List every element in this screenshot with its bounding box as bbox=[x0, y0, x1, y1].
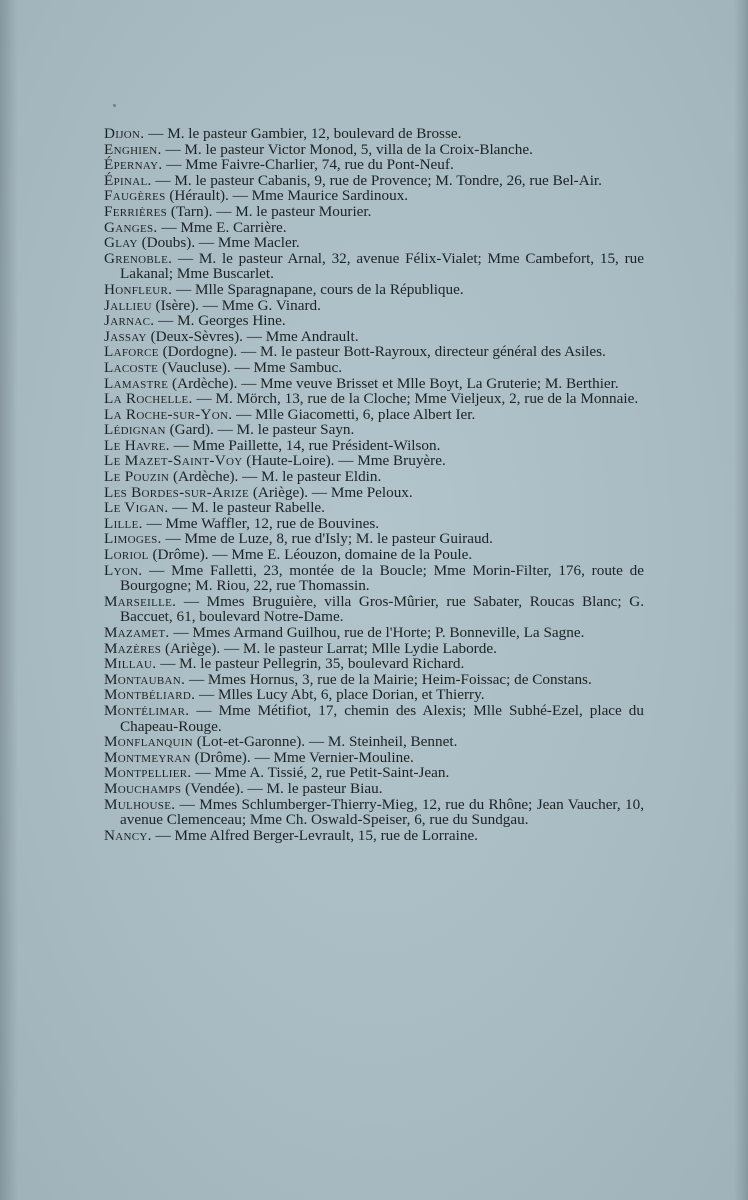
list-entry bbox=[104, 142, 644, 158]
entry-details: — Mme Faivre-Charlier, 74, rue du Pont-Neuf. bbox=[162, 156, 454, 174]
entry-details: (Deux-Sèvres). — Mme Andrault. bbox=[146, 327, 359, 345]
entry-details: — Mmes Schlumberger-Thierry-Mieg, 12, rue du Rhône; Jean Vaucher, 10, avenue Clemenceau; Mme Ch. Oswald-Speiser, 6, rue du Sundgau. bbox=[120, 795, 644, 829]
town-name: Marseille. bbox=[104, 592, 177, 610]
list-entry bbox=[104, 765, 644, 781]
town-name: Mulhouse. bbox=[104, 795, 176, 813]
entry-details: — Mlle Giacometti, 6, place Albert Ier. bbox=[232, 405, 476, 423]
list-entry bbox=[104, 797, 644, 828]
list-entry bbox=[104, 188, 644, 204]
paper-speck bbox=[113, 104, 116, 107]
town-name: Lamastre bbox=[104, 374, 169, 392]
address-list bbox=[104, 126, 644, 843]
town-name: Épinal. bbox=[104, 171, 152, 189]
town-name: Le Pouzin bbox=[104, 468, 170, 486]
entry-details: (Lot-et-Garonne). — M. Steinheil, Bennet. bbox=[192, 733, 458, 751]
entry-details: (Ariège). — M. le pasteur Larrat; Mlle Lydie Laborde. bbox=[161, 639, 497, 657]
entry-details: — M. Georges Hine. bbox=[154, 312, 286, 330]
list-entry bbox=[104, 516, 644, 532]
entry-details: — Mme Métifiot, 17, chemin des Alexis; Mlle Subhé-Ezel, place du Chapeau-Rouge. bbox=[120, 701, 644, 735]
entry-details: — Mmes Bruguière, villa Gros-Mûrier, rue Sabater, Roucas Blanc; G. Baccuet, 61, boulevard Notre-Dame. bbox=[120, 592, 644, 626]
entry-details: — Mme Paillette, 14, rue Président-Wilson. bbox=[169, 436, 441, 454]
list-entry bbox=[104, 235, 644, 251]
entry-details: — M. le pasteur Rabelle. bbox=[168, 499, 325, 517]
town-name: Laforce bbox=[104, 343, 159, 361]
town-name: Lyon. bbox=[104, 561, 143, 579]
town-name: Dijon. bbox=[104, 125, 145, 142]
entry-details: (Vendée). — M. le pasteur Biau. bbox=[181, 779, 383, 797]
entry-details: — Mme E. Carrière. bbox=[157, 218, 287, 236]
town-name: Le Vigan. bbox=[104, 499, 169, 517]
list-entry bbox=[104, 204, 644, 220]
town-name: Mazamet. bbox=[104, 624, 170, 641]
list-entry bbox=[104, 173, 644, 189]
entry-details: — M. le pasteur Arnal, 32, avenue Félix-Vialet; Mme Cambefort, 15, rue Lakanal; Mme Buscarlet. bbox=[120, 249, 644, 283]
list-entry bbox=[104, 672, 644, 688]
entry-details: — Mmes Hornus, 3, rue de la Mairie; Heim-Foissac; de Constans. bbox=[185, 670, 592, 688]
list-entry bbox=[104, 407, 644, 423]
entry-details: (Vaucluse). — Mme Sambuc. bbox=[158, 358, 343, 376]
town-name: Mazères bbox=[104, 639, 162, 657]
list-entry bbox=[104, 625, 644, 641]
town-name: Montélimar. bbox=[104, 701, 190, 719]
list-entry bbox=[104, 438, 644, 454]
entry-details: (Haute-Loire). — Mme Bruyère. bbox=[242, 452, 446, 470]
town-name: La Rochelle. bbox=[104, 390, 193, 408]
list-entry bbox=[104, 251, 644, 282]
town-name: Mouchamps bbox=[104, 779, 182, 797]
entry-details: — Mme Falletti, 23, montée de la Boucle; Mme Morin-Filter, 176, route de Bourgogne; M. Riou, 22, rue Thomassin. bbox=[120, 561, 644, 595]
town-name: Ganges. bbox=[104, 218, 158, 236]
town-name: Les Bordes-sur-Arize bbox=[104, 483, 250, 501]
list-entry bbox=[104, 453, 644, 469]
entry-details: — M. le pasteur Victor Monod, 5, villa de la Croix-Blanche. bbox=[161, 140, 533, 158]
entry-details: (Hérault). — Mme Maurice Sardinoux. bbox=[165, 187, 409, 205]
town-name: Jassay bbox=[104, 327, 147, 345]
list-entry bbox=[104, 157, 644, 173]
entry-details: — M. le pasteur Cabanis, 9, rue de Provence; M. Tondre, 26, rue Bel-Air. bbox=[151, 171, 602, 189]
list-entry bbox=[104, 500, 644, 516]
entry-details: — Mlles Lucy Abt, 6, place Dorian, et Thierry. bbox=[195, 686, 485, 704]
entry-details: (Dordogne). — M. le pasteur Bott-Rayroux, directeur général des Asiles. bbox=[158, 343, 606, 361]
entry-details: (Drôme). — Mme Vernier-Mouline. bbox=[190, 748, 414, 766]
list-entry bbox=[104, 313, 644, 329]
entry-details: — M. le pasteur Pellegrin, 35, boulevard Richard. bbox=[156, 655, 465, 673]
entry-details: — Mme Alfred Berger-Levrault, 15, rue de Lorraine. bbox=[151, 826, 478, 844]
town-name: Limoges. bbox=[104, 530, 162, 548]
list-entry bbox=[104, 656, 644, 672]
list-entry bbox=[104, 391, 644, 407]
town-name: Montauban. bbox=[104, 670, 186, 688]
entry-details: — Mme de Luze, 8, rue d'Isly; M. le pasteur Guiraud. bbox=[161, 530, 493, 548]
list-entry bbox=[104, 547, 644, 563]
town-name: Montpellier. bbox=[104, 764, 192, 782]
list-entry bbox=[104, 298, 644, 314]
town-name: La Roche-sur-Yon. bbox=[104, 405, 233, 423]
entry-details: (Ardèche). — M. le pasteur Eldin. bbox=[169, 468, 382, 486]
town-name: Millau. bbox=[104, 655, 157, 673]
town-name: Montmeyran bbox=[104, 748, 191, 766]
entry-details: (Gard). — M. le pasteur Sayn. bbox=[165, 421, 355, 439]
town-name: Faugères bbox=[104, 187, 166, 205]
town-name: Lille. bbox=[104, 514, 143, 532]
entry-details: (Ardèche). — Mme veuve Brisset et Mlle Boyt, La Gruterie; M. Berthier. bbox=[168, 374, 619, 392]
list-entry bbox=[104, 282, 644, 298]
list-entry bbox=[104, 485, 644, 501]
town-name: Épernay. bbox=[104, 156, 163, 174]
entry-details: — Mlle Sparagnapane, cours de la République. bbox=[172, 280, 464, 298]
entry-details: (Isère). — Mme G. Vinard. bbox=[151, 296, 321, 314]
list-entry bbox=[104, 734, 644, 750]
town-name: Jallieu bbox=[104, 296, 152, 314]
list-entry bbox=[104, 220, 644, 236]
list-entry bbox=[104, 531, 644, 547]
list-entry bbox=[104, 703, 644, 734]
list-entry bbox=[104, 641, 644, 657]
list-entry bbox=[104, 469, 644, 485]
list-entry bbox=[104, 687, 644, 703]
entry-details: (Doubs). — Mme Macler. bbox=[137, 234, 300, 252]
entry-details: — M. le pasteur Gambier, 12, boulevard de Brosse. bbox=[144, 125, 462, 142]
town-name: Enghien. bbox=[104, 140, 162, 158]
town-name: Grenoble. bbox=[104, 249, 173, 267]
entry-details: (Tarn). — M. le pasteur Mourier. bbox=[167, 202, 372, 220]
list-entry bbox=[104, 126, 644, 142]
entry-details: — Mme A. Tissié, 2, rue Petit-Saint-Jean. bbox=[191, 764, 450, 782]
town-name: Honfleur. bbox=[104, 280, 173, 298]
town-name: Lacoste bbox=[104, 358, 159, 376]
list-entry bbox=[104, 750, 644, 766]
list-entry bbox=[104, 563, 644, 594]
town-name: Nancy. bbox=[104, 826, 152, 844]
list-entry bbox=[104, 781, 644, 797]
town-name: Ferrières bbox=[104, 202, 168, 220]
entry-details: — Mme Waffler, 12, rue de Bouvines. bbox=[142, 514, 380, 532]
town-name: Montbéliard. bbox=[104, 686, 196, 704]
town-name: Le Havre. bbox=[104, 436, 170, 454]
list-entry bbox=[104, 360, 644, 376]
town-name: Loriol bbox=[104, 546, 149, 564]
list-entry bbox=[104, 344, 644, 360]
town-name: Jarnac. bbox=[104, 312, 155, 330]
list-entry bbox=[104, 329, 644, 345]
entry-details: — Mmes Armand Guilhou, rue de l'Horte; P. Bonneville, La Sagne. bbox=[169, 624, 585, 641]
entry-details: — M. Mörch, 13, rue de la Cloche; Mme Vieljeux, 2, rue de la Monnaie. bbox=[192, 390, 639, 408]
list-entry bbox=[104, 828, 644, 844]
town-name: Monflanquin bbox=[104, 733, 193, 751]
list-entry bbox=[104, 376, 644, 392]
town-name: Glay bbox=[104, 234, 138, 252]
town-name: Le Mazet-Saint-Voy bbox=[104, 452, 243, 470]
entry-details: (Ariège). — Mme Peloux. bbox=[249, 483, 413, 501]
list-entry bbox=[104, 422, 644, 438]
list-entry bbox=[104, 594, 644, 625]
town-name: Lédignan bbox=[104, 421, 166, 439]
entry-details: (Drôme). — Mme E. Léouzon, domaine de la Poule. bbox=[148, 546, 473, 564]
